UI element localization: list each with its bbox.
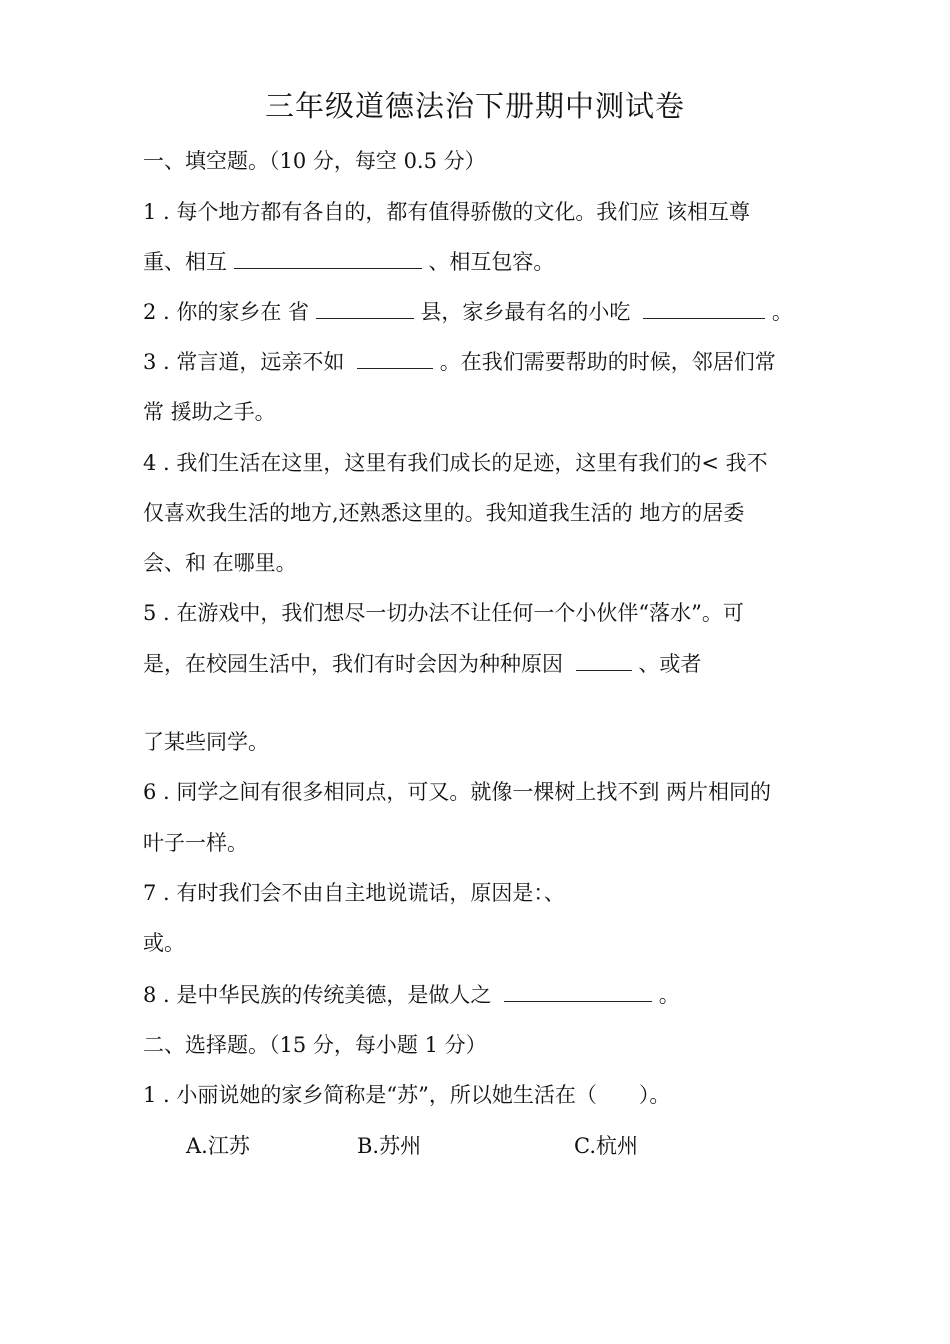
answer-blank [316,298,414,319]
question-7-line-1: 7 . 有时我们会不由自主地说谎话，原因是：、 [143,881,565,905]
question-3-line-1 [143,347,776,377]
question-8 [143,980,680,1010]
question-4-line-3: 会、和 在哪里。 [143,551,297,575]
question-6-line-1: 6 . 同学之间有很多相同点，可又。就像一棵树上找不到 两片相同的 [143,780,772,804]
answer-blank [357,348,433,369]
question-text: 2 . 你的家乡在 省 [143,300,310,324]
question-1-line-1: 1 . 每个地方都有各自的，都有值得骄傲的文化。我们应 该相互尊 [143,200,751,224]
question-5-line-1: 5 . 在游戏中，我们想尽一切办法不让任何一个小伙伴“落水”。可 [143,601,744,625]
question-6-line-2: 叶子一样。 [143,831,248,855]
question-5-line-3: 了某些同学。 [143,730,269,754]
answer-blank [643,298,765,319]
question-1-line-2 [143,247,554,277]
question-text: 县，家乡最有名的小吃 [420,300,631,324]
question-text: 8 . 是中华民族的传统美德，是做人之 [143,983,492,1007]
option-a: A.江苏 [186,1134,250,1158]
section2-heading: 二、选择题。（15 分，每小题 1 分） [143,1033,487,1057]
question-text: 3 . 常言道，远亲不如 [143,350,345,374]
section1-heading: 一、填空题。（10 分，每空 0.5 分） [143,149,486,173]
question-text: 。 [771,300,793,324]
question-5-line-2 [143,649,701,679]
choice-question-1: 1 . 小丽说她的家乡简称是“苏”，所以她生活在（ ）。 [143,1083,671,1107]
answer-blank [234,248,422,269]
question-4-line-2: 仅喜欢我生活的地方,还熟悉这里的。我知道我生活的 地方的居委 [143,501,745,525]
question-4-line-1: 4 . 我们生活在这里，这里有我们成长的足迹，这里有我们的< 我不 [143,451,768,475]
answer-blank [576,650,632,671]
option-c: C.杭州 [574,1134,638,1158]
question-text: 重、相互 [143,250,227,274]
answer-blank [504,981,652,1002]
option-b: B.苏州 [357,1134,422,1158]
question-text: 、相互包容。 [428,250,555,274]
question-text: 、或者 [638,652,702,676]
page-title: 三年级道德法治下册期中测试卷 [264,89,685,123]
question-text: 。 [658,983,680,1007]
question-7-line-2: 或。 [143,931,185,955]
question-3-line-2: 常 援助之手。 [143,400,276,424]
question-2 [143,297,793,327]
question-text: 。在我们需要帮助的时候，邻居们常 [439,350,776,374]
question-text: 是，在校园生活中，我们有时会因为种种原因 [143,652,563,676]
